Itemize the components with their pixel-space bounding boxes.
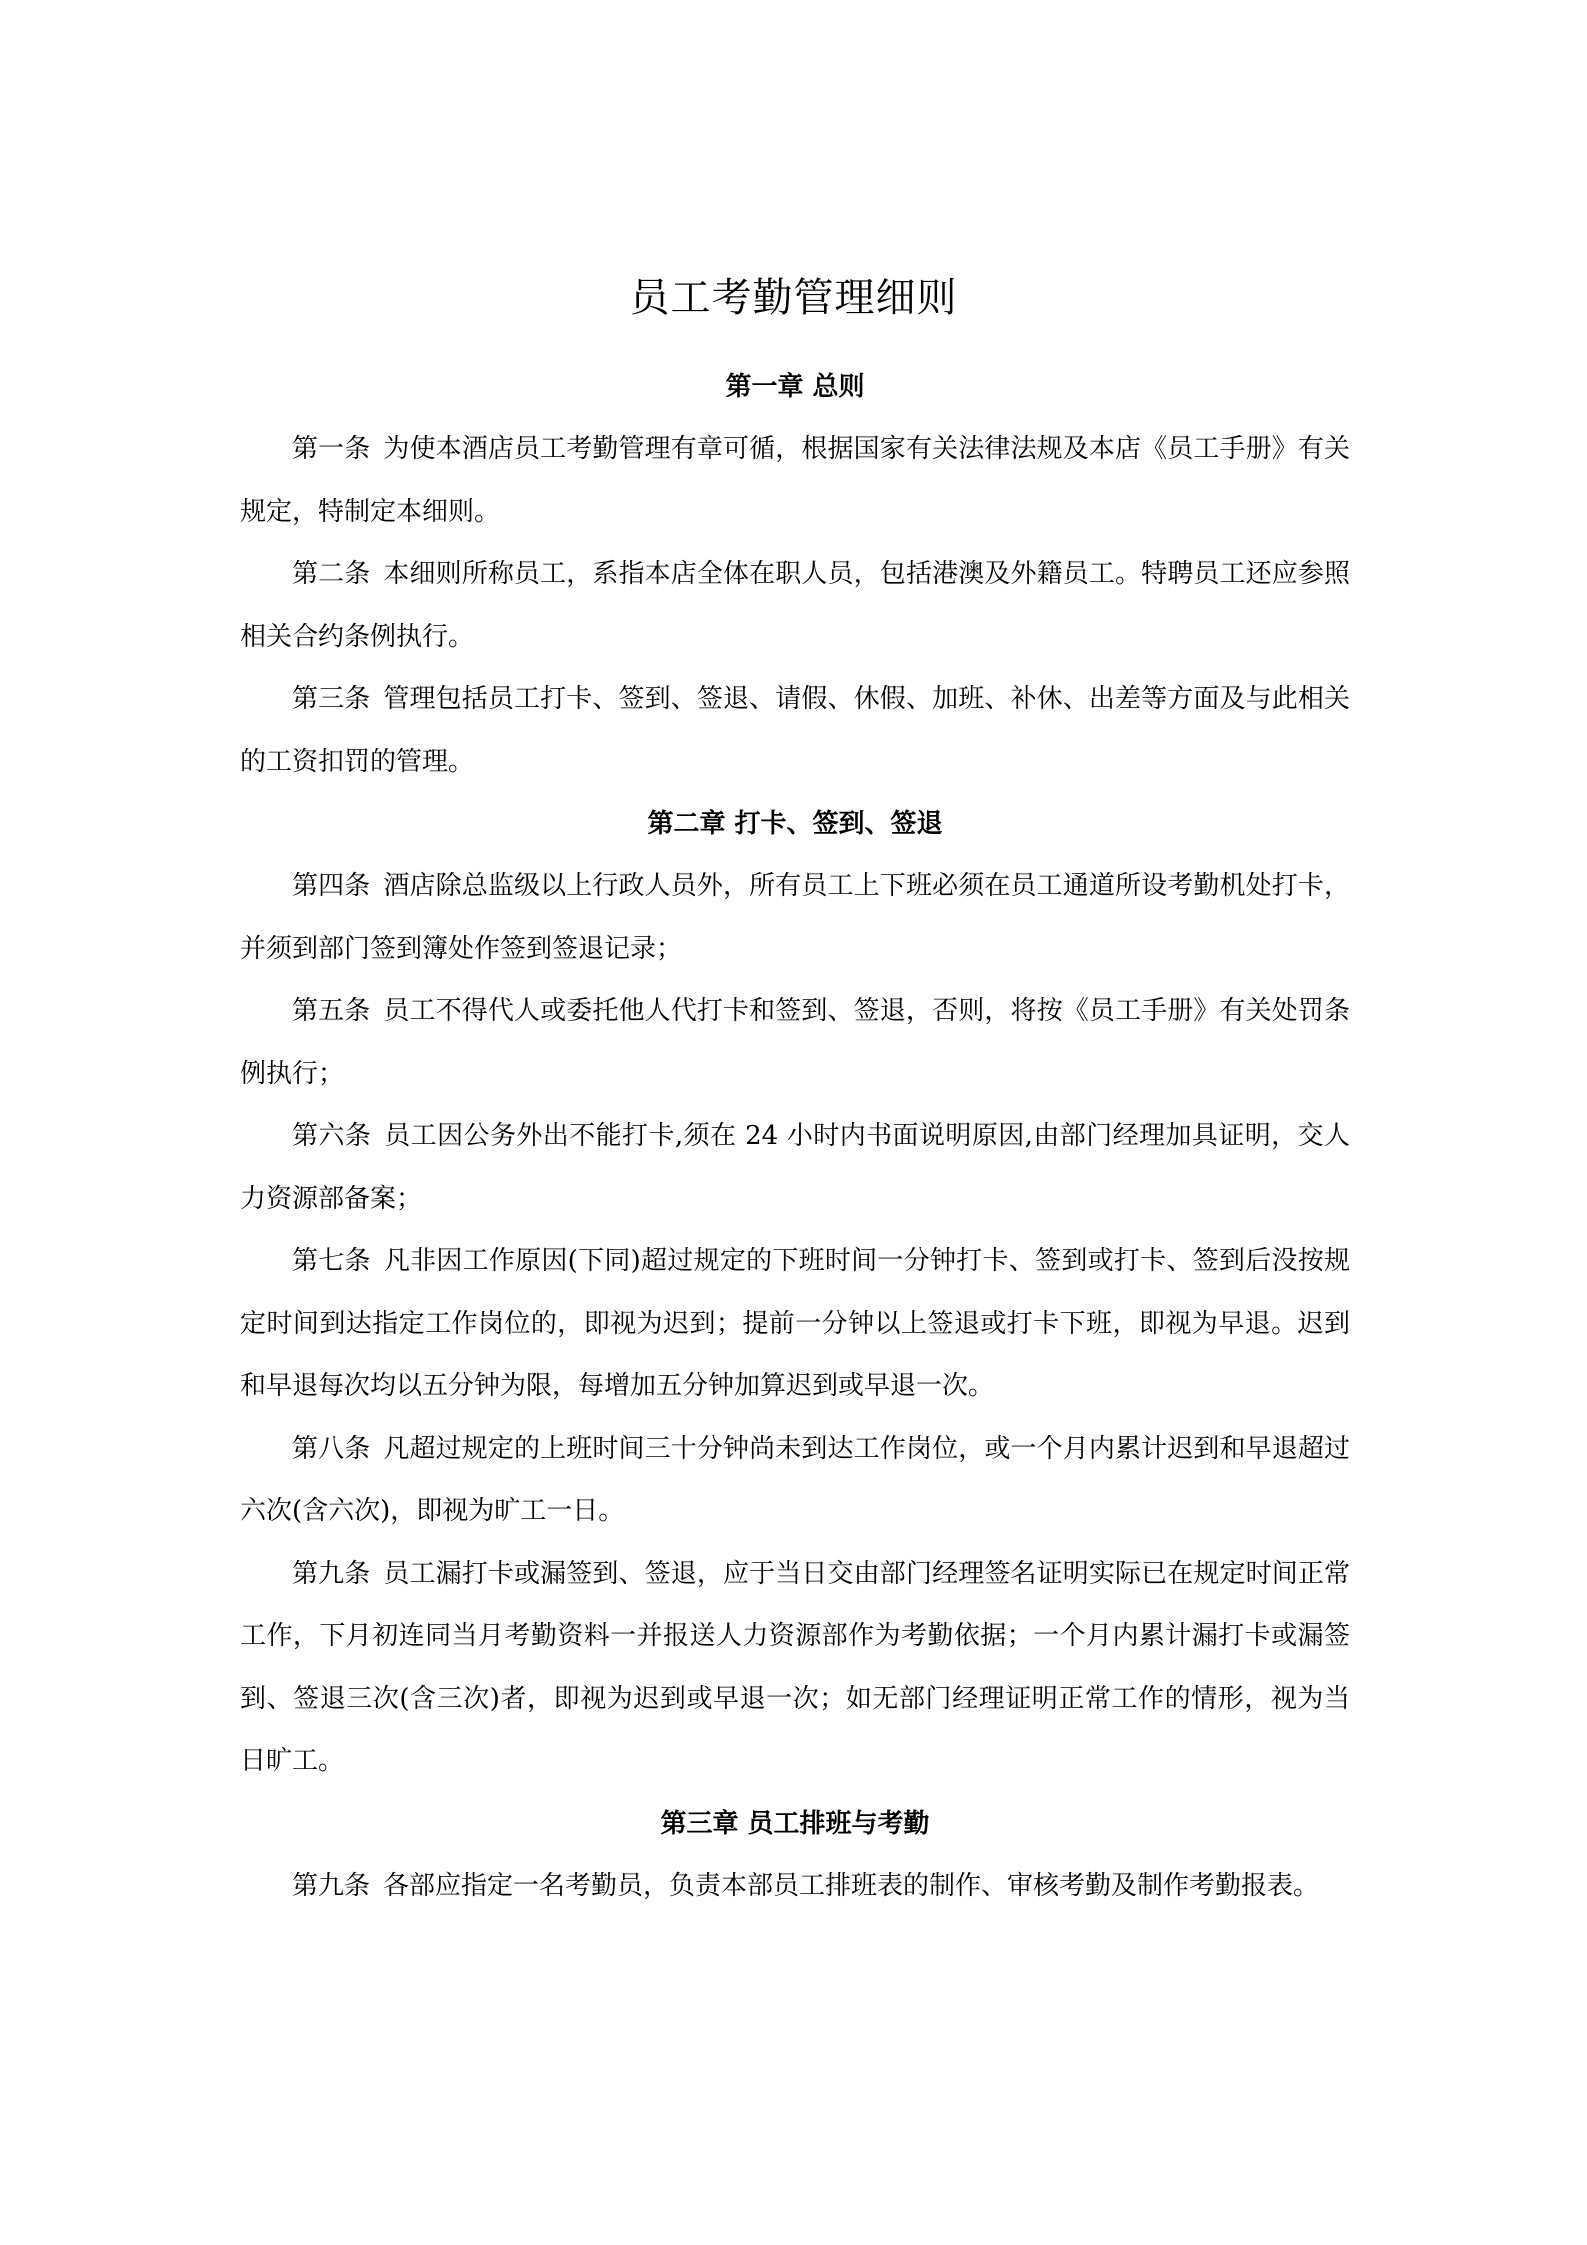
article-paragraph [240,855,1350,980]
article-paragraph [240,1543,1350,1793]
article-paragraph [240,1230,1350,1418]
article-paragraph [240,668,1350,793]
article-paragraph [240,1855,1350,1918]
chapter-heading: 第一章 总则 [725,372,865,402]
article-text: 各部应指定一名考勤员，负责本部员工排班表的制作、审核考勤及制作考勤报表。 [383,1870,1320,1901]
chapter-heading: 第三章 员工排班与考勤 [660,1808,930,1839]
article-paragraph [240,543,1350,668]
article-number: 第二条 [292,559,371,589]
article-number: 第一条 [292,434,371,464]
article-number: 第九条 [292,1870,371,1901]
article-text: 员工不得代人或委托他人代打卡和签到、签退，否则，将按《员工手册》有关处罚条例执行； [240,996,1350,1089]
article-text: 为使本酒店员工考勤管理有章可循，根据国家有关法律法规及本店《员工手册》有关规定，特制定本细则。 [240,434,1350,527]
article-number: 第八条 [292,1433,371,1464]
article-number: 第四条 [292,871,371,901]
article-text: 凡非因工作原因(下同)超过规定的下班时间一分钟打卡、签到或打卡、签到后没按规定时间到达指定工作岗位的，即视为迟到；提前一分钟以上签退或打卡下班，即视为早退。迟到和早退每次均以五分钟为限，每增加五分钟加算迟到或早退一次。 [240,1246,1350,1401]
article-number: 第五条 [292,996,371,1026]
article-number: 第九条 [292,1558,371,1589]
article-text: 员工漏打卡或漏签到、签退，应于当日交由部门经理签名证明实际已在规定时间正常工作，下月初连同当月考勤资料一并报送人力资源部作为考勤依据；一个月内累计漏打卡或漏签到、签退三次(含三次)者，即视为迟到或早退一次；如无部门经理证明正常工作的情形，视为当日旷工。 [240,1558,1350,1776]
article-text: 酒店除总监级以上行政人员外，所有员工上下班必须在员工通道所设考勤机处打卡，并须到部门签到簿处作签到签退记录； [240,871,1350,964]
article-number: 第六条 [292,1121,372,1151]
article-text: 员工因公务外出不能打卡,须在 24 小时内书面说明原因,由部门经理加具证明，交人力资源部备案； [240,1121,1350,1214]
document-title: 员工考勤管理细则 [629,275,958,321]
article-text: 管理包括员工打卡、签到、签退、请假、休假、加班、补休、出差等方面及与此相关的工资扣罚的管理。 [240,684,1350,777]
article-text: 本细则所称员工，系指本店全体在职人员，包括港澳及外籍员工。特聘员工还应参照相关合约条例执行。 [240,559,1350,652]
article-paragraph [240,980,1350,1105]
article-paragraph [240,1418,1350,1543]
article-text: 凡超过规定的上班时间三十分钟尚未到达工作岗位，或一个月内累计迟到和早退超过六次(含六次)，即视为旷工一日。 [240,1433,1350,1526]
article-paragraph [240,418,1350,543]
article-number: 第三条 [292,684,371,714]
document-body [240,356,1350,1917]
article-paragraph [240,1105,1350,1230]
chapter-heading: 第二章 打卡、签到、签退 [647,809,943,839]
article-number: 第七条 [292,1246,371,1276]
